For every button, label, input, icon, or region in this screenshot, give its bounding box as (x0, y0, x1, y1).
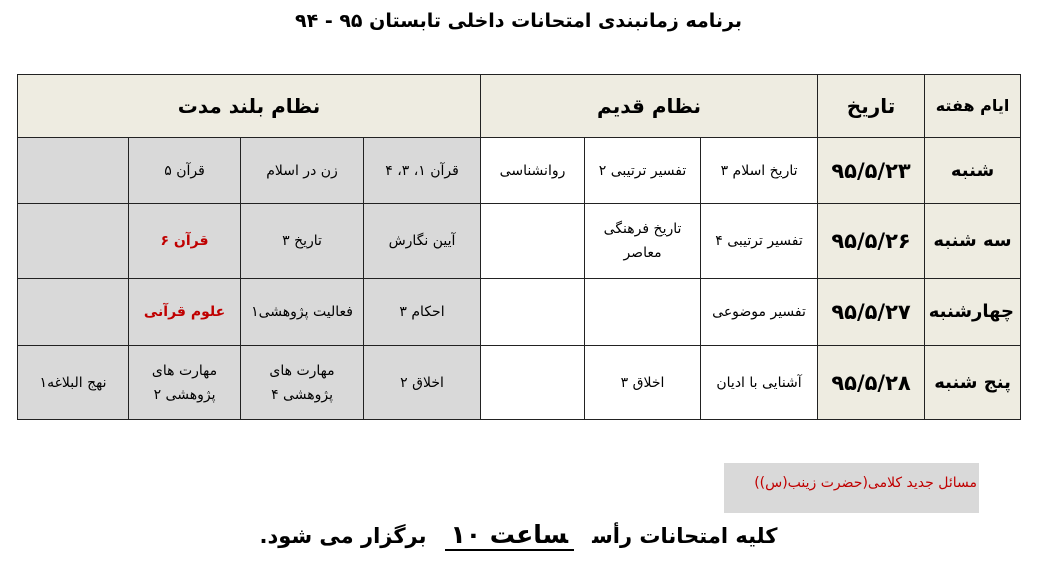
header-old-system: نظام قدیم (481, 75, 818, 138)
new-subject-cell (18, 138, 129, 204)
footer-notice (0, 520, 1037, 549)
old-subject-cell: تفسیر موضوعی (701, 279, 818, 346)
header-day: ایام هفته (925, 75, 1021, 138)
date-cell: ۹۵/۵/۲۷ (818, 279, 925, 346)
new-subject-cell: قرآن ۱، ۳، ۴ (364, 138, 481, 204)
old-subject-cell: تفسیر ترتیبی ۴ (701, 204, 818, 279)
table-header-row (18, 75, 1021, 138)
old-subject-cell: تفسیر ترتیبی ۲ (585, 138, 701, 204)
new-subject-cell: مهارت های پژوهشی ۲ (129, 346, 241, 420)
new-subject-cell: نهج البلاغه۱ (18, 346, 129, 420)
new-subject-cell: زن در اسلام (241, 138, 364, 204)
new-subject-cell (18, 279, 129, 346)
note-text: مسائل جدید کلامی(حضرت زینب(س)) (754, 475, 977, 491)
old-subject-cell: اخلاق ۳ (585, 346, 701, 420)
new-subject-cell-highlighted: قرآن ۶ (129, 204, 241, 279)
old-subject-cell: تاریخ اسلام ۳ (701, 138, 818, 204)
new-subject-cell: فعالیت پژوهشی۱ (241, 279, 364, 346)
footer-time-highlight: ساعت ۱۰ (445, 520, 575, 551)
table-row (18, 346, 1021, 420)
footer-text-before: کلیه امتحانات رأس (592, 524, 778, 548)
new-subject-cell: آیین نگارش (364, 204, 481, 279)
table-row (18, 138, 1021, 204)
exam-schedule-table (17, 74, 1021, 420)
day-cell: شنبه (925, 138, 1021, 204)
day-cell: پنج شنبه (925, 346, 1021, 420)
day-cell: سه شنبه (925, 204, 1021, 279)
header-date: تاریخ (818, 75, 925, 138)
old-subject-cell (481, 279, 585, 346)
new-subject-cell: مهارت های پژوهشی ۴ (241, 346, 364, 420)
header-new-system: نظام بلند مدت (18, 75, 481, 138)
new-subject-cell (18, 204, 129, 279)
table-row (18, 279, 1021, 346)
new-subject-cell: قرآن ۵ (129, 138, 241, 204)
old-subject-cell: روانشناسی (481, 138, 585, 204)
note-box (724, 463, 979, 513)
old-subject-cell (585, 279, 701, 346)
day-cell: چهارشنبه (925, 279, 1021, 346)
date-cell: ۹۵/۵/۲۸ (818, 346, 925, 420)
table-row (18, 204, 1021, 279)
old-subject-cell (481, 204, 585, 279)
page-title: برنامه زمانبندی امتحانات داخلی تابستان ۹۵ - ۹۴ (295, 10, 742, 32)
date-cell: ۹۵/۵/۲۶ (818, 204, 925, 279)
new-subject-cell-highlighted: علوم قرآنی (129, 279, 241, 346)
footer-text-after: برگزار می شود. (259, 524, 427, 548)
new-subject-cell: احکام ۳ (364, 279, 481, 346)
old-subject-cell: تاریخ فرهنگی معاصر (585, 204, 701, 279)
new-subject-cell: تاریخ ۳ (241, 204, 364, 279)
old-subject-cell (481, 346, 585, 420)
date-cell: ۹۵/۵/۲۳ (818, 138, 925, 204)
new-subject-cell: اخلاق ۲ (364, 346, 481, 420)
old-subject-cell: آشنایی با ادیان (701, 346, 818, 420)
